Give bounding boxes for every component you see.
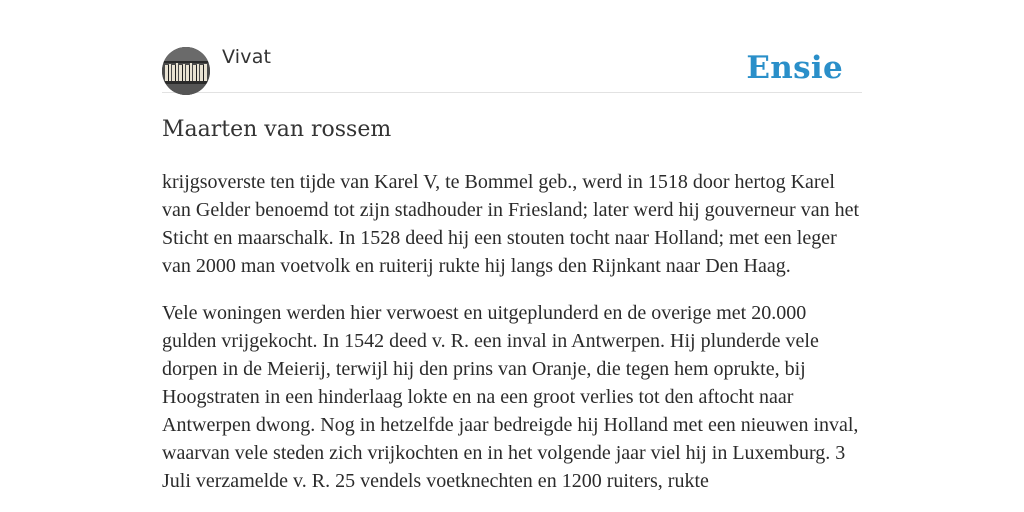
header: [162, 0, 862, 93]
article-paragraph: Vele woningen werden hier verwoest en uitgeplunderd en de overige met 20.000 gulden vrijgekocht. In 1542 deed v. R. een inval in Antwerpen. Hij plunderde vele dorpen in de Meierij, terwijl hij den prins van Oranje, die tegen hem oprukte, bij Hoogstraten in een hinderlaag lokte en na een groot verlies tot den aftocht naar Antwerpen dwong. Nog in hetzelfde jaar bedreigde hij Holland met een nieuwen inval, waarvan vele steden zich vrijkochten en in het volgende jaar viel hij in Luxemburg. 3 Juli verzamelde v. R. 25 vendels voetknechten en 1200 ruiters, rukte: [162, 302, 859, 492]
article-paragraph: krijgsoverste ten tijde van Karel V, te Bommel geb., werd in 1518 door hertog Karel van Gelder benoemd tot zijn stadhouder in Friesland; later werd hij gouverneur van het Sticht en maarschalk. In 1528 deed hij een stouten tocht naar Holland; met een leger van 2000 man voetvolk en ruiterij rukte hij langs den Rijnkant naar Den Haag.: [162, 171, 860, 277]
article-body: [162, 168, 862, 512]
author-name[interactable]: Vivat: [222, 46, 272, 68]
article-page: [162, 0, 862, 512]
brand-logo[interactable]: Ensie: [746, 50, 843, 86]
bookshelf-avatar-icon[interactable]: [162, 47, 210, 95]
page-title: Maarten van rossem: [162, 117, 392, 142]
